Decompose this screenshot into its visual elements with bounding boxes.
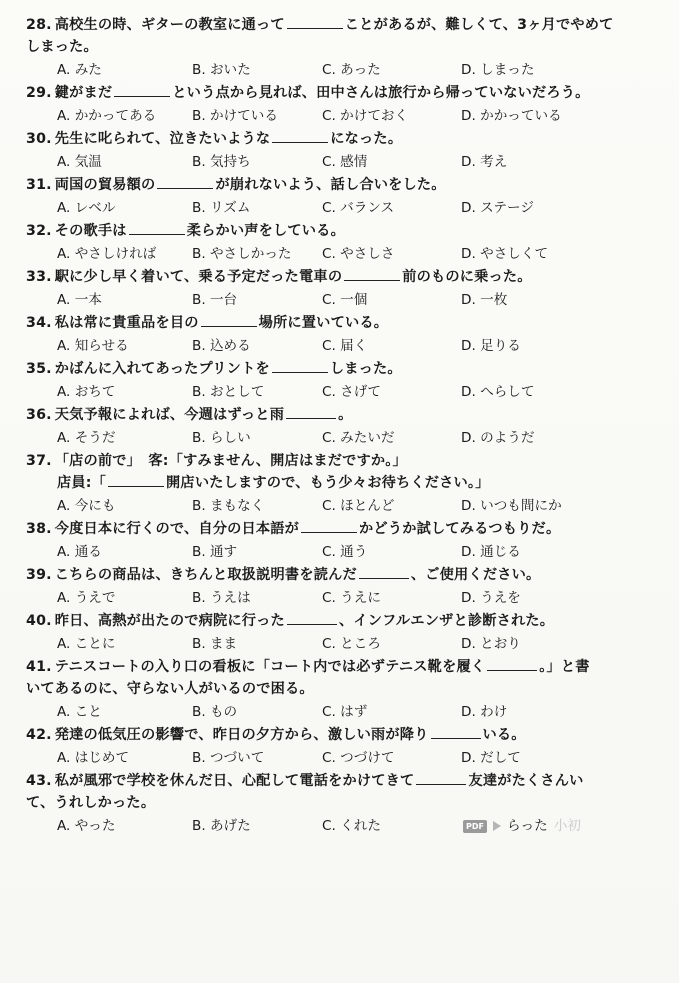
question-stem-continued: いてあるのに、守らない人がいるので困る。 [26, 681, 314, 697]
answer-blank [272, 128, 328, 143]
question-33 [26, 266, 661, 312]
option-d[interactable]: D. へらして [461, 384, 535, 400]
option-b[interactable]: B. リズム [192, 200, 251, 216]
options-row [26, 586, 661, 610]
option-a[interactable]: A. こと [57, 704, 102, 720]
option-a[interactable]: A. おちて [57, 384, 116, 400]
question-stem: 31. 両国の貿易額の が崩れないよう、話し合いをした。 [26, 174, 661, 196]
question-42 [26, 724, 661, 770]
answer-blank [108, 472, 164, 487]
options-row [26, 104, 661, 128]
option-d[interactable]: D. かかっている [461, 108, 562, 124]
options-row [26, 288, 661, 312]
option-c[interactable]: C. くれた [322, 818, 381, 834]
option-b[interactable]: B. まま [192, 636, 238, 652]
watermark-text: 小初 [553, 818, 581, 834]
option-b[interactable]: B. 込める [192, 338, 251, 354]
option-c[interactable]: C. かけておく [322, 108, 409, 124]
question-30 [26, 128, 661, 174]
question-35 [26, 358, 661, 404]
option-d[interactable]: D. やさしくて [461, 246, 549, 262]
question-43 [26, 770, 661, 838]
question-39 [26, 564, 661, 610]
answer-blank [287, 610, 337, 625]
question-31 [26, 174, 661, 220]
option-d[interactable]: D. のようだ [461, 430, 535, 446]
option-c[interactable]: C. バランス [322, 200, 395, 216]
option-a[interactable]: A. 今にも [57, 498, 116, 514]
option-b[interactable]: B. うえは [192, 590, 251, 606]
options-row [26, 700, 661, 724]
option-b[interactable]: B. つづいて [192, 750, 265, 766]
options-row [26, 746, 661, 770]
question-38 [26, 518, 661, 564]
options-row [26, 540, 661, 564]
option-a[interactable]: A. 気温 [57, 154, 102, 170]
option-d[interactable]: D. 一枚 [461, 292, 508, 308]
option-d[interactable]: D. うえを [461, 590, 521, 606]
question-stem: 38. 今度日本に行くので、自分の日本語が かどうか試してみるつもりだ。 [26, 518, 661, 540]
answer-blank [157, 174, 213, 189]
options-row [26, 58, 661, 82]
answer-blank [129, 220, 185, 235]
question-stem: 43. 私が風邪で学校を休んだ日、心配して電話をかけてきて 友達がたくさんい [26, 770, 661, 792]
options-row [26, 334, 661, 358]
option-a[interactable]: A. 知らせる [57, 338, 129, 354]
answer-blank [431, 724, 481, 739]
option-c[interactable]: C. ほとんど [322, 498, 395, 514]
option-b[interactable]: B. やさしかった [192, 246, 292, 262]
option-d[interactable]: D. だして [461, 750, 521, 766]
answer-blank [359, 564, 409, 579]
option-c[interactable]: C. あった [322, 62, 381, 78]
question-stem-continued: 店員:「 開店いたしますので、もう少々お待ちください。」 [26, 472, 661, 494]
option-d-partial: らった [506, 818, 548, 834]
option-d-obscured[interactable] [463, 814, 581, 838]
option-b[interactable]: B. おいた [192, 62, 251, 78]
option-d[interactable]: D. 考え [461, 154, 508, 170]
question-stem: 36. 天気予報によれば、今週はずっと雨 。 [26, 404, 661, 426]
option-d[interactable]: D. ステージ [461, 200, 534, 216]
option-c[interactable]: C. 通う [322, 544, 368, 560]
options-row [26, 242, 661, 266]
option-b[interactable]: B. 気持ち [192, 154, 251, 170]
question-stem: 33. 駅に少し早く着いて、乗る予定だった電車の 前のものに乗った。 [26, 266, 661, 288]
question-41 [26, 656, 661, 724]
option-c[interactable]: C. 届く [322, 338, 368, 354]
option-a[interactable]: A. みた [57, 62, 102, 78]
question-37 [26, 450, 661, 518]
option-b[interactable]: B. らしい [192, 430, 251, 446]
option-d[interactable]: D. わけ [461, 704, 508, 720]
answer-blank [201, 312, 257, 327]
option-b[interactable]: B. 通す [192, 544, 238, 560]
options-row [26, 380, 661, 404]
play-arrow-icon [493, 821, 501, 831]
option-c[interactable]: C. うえに [322, 590, 381, 606]
option-a[interactable]: A. そうだ [57, 430, 116, 446]
option-d[interactable]: D. 通じる [461, 544, 521, 560]
question-28 [26, 14, 661, 82]
answer-blank [287, 14, 343, 29]
question-32 [26, 220, 661, 266]
option-c[interactable]: C. やさしさ [322, 246, 395, 262]
option-d[interactable]: D. いつも間にか [461, 498, 562, 514]
question-stem: 41. テニスコートの入り口の看板に「コート内では必ずテニス靴を履く 。」と書 [26, 656, 661, 678]
option-c[interactable]: C. つづけて [322, 750, 395, 766]
option-a[interactable]: A. うえで [57, 590, 116, 606]
options-row [26, 196, 661, 220]
option-c[interactable]: C. はず [322, 704, 368, 720]
answer-blank [114, 82, 170, 97]
option-c[interactable]: C. みたいだ [322, 430, 395, 446]
options-row [26, 150, 661, 174]
option-b[interactable]: B. かけている [192, 108, 278, 124]
option-c[interactable]: C. ところ [322, 636, 381, 652]
options-row [26, 632, 661, 656]
question-34 [26, 312, 661, 358]
question-stem-continued: しまった。 [26, 39, 98, 55]
options-row [26, 494, 661, 518]
pdf-icon: PDF [463, 820, 487, 833]
question-36 [26, 404, 661, 450]
question-29 [26, 82, 661, 128]
question-stem: 30. 先生に叱られて、泣きたいような になった。 [26, 128, 661, 150]
option-a[interactable]: A. やった [57, 818, 116, 834]
question-stem: 35. かばんに入れてあったプリントを しまった。 [26, 358, 661, 380]
option-a[interactable]: A. レベル [57, 200, 116, 216]
option-a[interactable]: A. 通る [57, 544, 102, 560]
option-b[interactable]: B. おとして [192, 384, 265, 400]
option-b[interactable]: B. あげた [192, 818, 251, 834]
question-stem: 39. こちらの商品は、きちんと取扱説明書を読んだ 、ご使用ください。 [26, 564, 661, 586]
options-row [26, 426, 661, 450]
option-a[interactable]: A. 一本 [57, 292, 102, 308]
question-stem: 32. その歌手は 柔らかい声をしている。 [26, 220, 661, 242]
question-stem: 28. 高校生の時、ギターの教室に通って ことがあるが、難しくて、3ヶ月でやめて [26, 14, 661, 36]
option-c[interactable]: C. さげて [322, 384, 381, 400]
answer-blank [286, 404, 336, 419]
option-a[interactable]: A. やさしければ [57, 246, 157, 262]
question-stem: 34. 私は常に貴重品を目の 場所に置いている。 [26, 312, 661, 334]
answer-blank [272, 358, 328, 373]
option-d[interactable]: D. 足りる [461, 338, 521, 354]
option-a[interactable]: A. かかってある [57, 108, 157, 124]
option-a[interactable]: A. ことに [57, 636, 116, 652]
option-d[interactable]: D. しまった [461, 62, 535, 78]
option-b[interactable]: B. 一台 [192, 292, 238, 308]
option-c[interactable]: C. 感情 [322, 154, 368, 170]
answer-blank [301, 518, 357, 533]
option-c[interactable]: C. 一個 [322, 292, 368, 308]
question-40 [26, 610, 661, 656]
option-b[interactable]: B. もの [192, 704, 238, 720]
option-b[interactable]: B. まもなく [192, 498, 265, 514]
question-stem-continued: て、うれしかった。 [26, 795, 156, 811]
question-stem: 37. 「店の前で」 客:「すみません、開店はまだですか。」 [26, 453, 407, 469]
answer-blank [416, 770, 466, 785]
option-a[interactable]: A. はじめて [57, 750, 130, 766]
question-stem: 42. 発達の低気圧の影響で、昨日の夕方から、激しい雨が降り いる。 [26, 724, 661, 746]
option-d[interactable]: D. とおり [461, 636, 521, 652]
answer-blank [344, 266, 400, 281]
answer-blank [487, 656, 537, 671]
question-stem: 40. 昨日、高熱が出たので病院に行った 、インフルエンザと診断された。 [26, 610, 661, 632]
question-stem: 29. 鍵がまだ という点から見れば、田中さんは旅行から帰っていないだろう。 [26, 82, 661, 104]
options-row [26, 814, 661, 838]
